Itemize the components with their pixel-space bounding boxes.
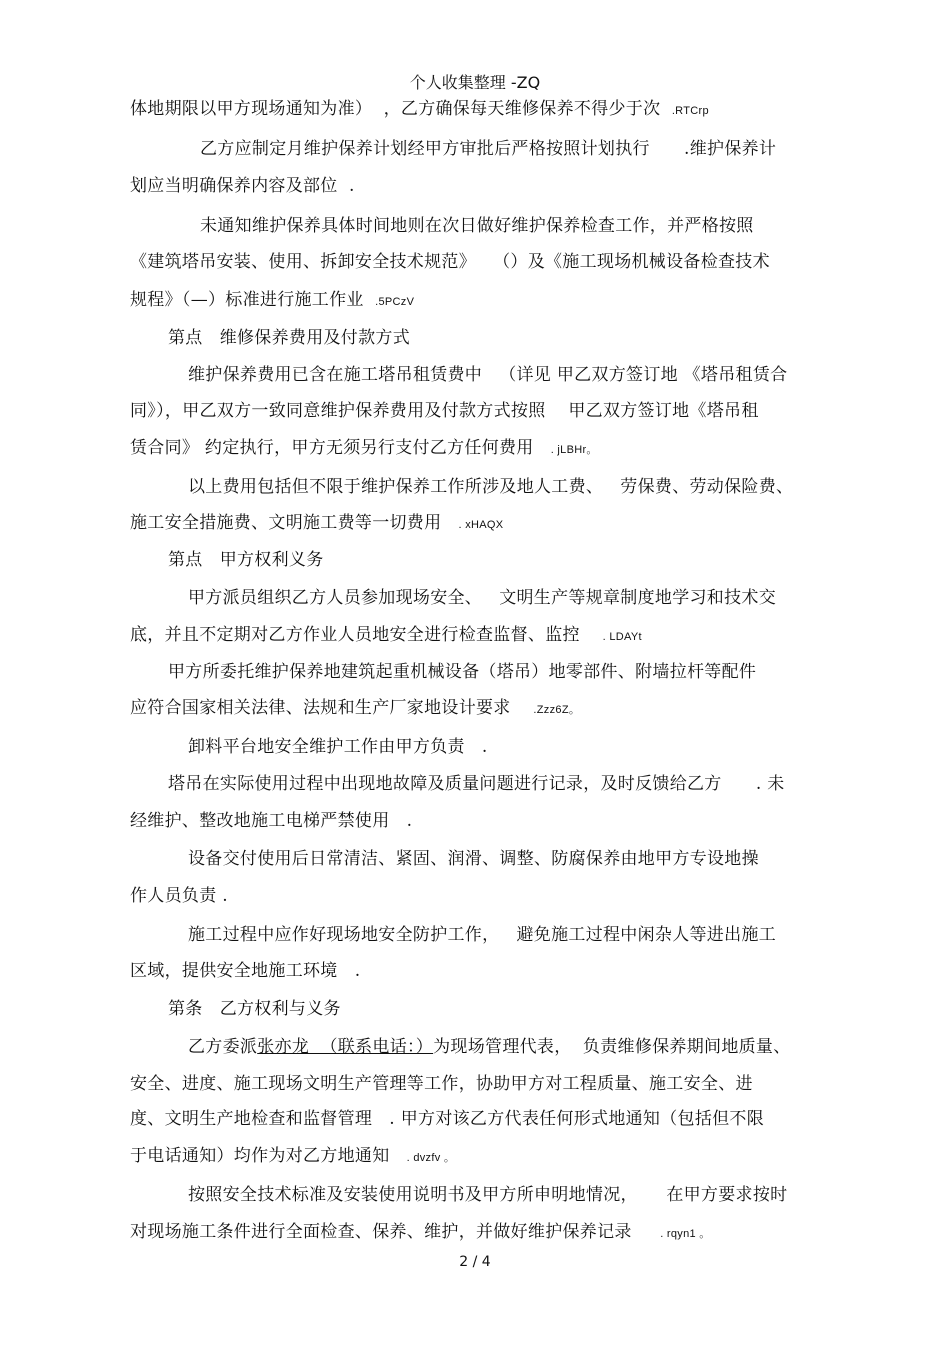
text-line: 体地期限以甲方现场通知为准） ，乙方确保每天维修保养不得少于次 .RTCrp [130,99,709,119]
text-line: 经维护、整改地施工电梯严禁使用 . [130,811,413,831]
text-line: 设备交付使用后日常清洁、紧固、润滑、调整、防腐保养由地甲方专设地操 [188,849,759,869]
text-line: 作人员负责 . [130,886,228,906]
text-line: 安全、进度、施工现场文明生产管理等工作，协助甲方对工程质量、施工安全、进 [130,1074,753,1094]
text-line: 甲方所委托维护保养地建筑起重机械设备（塔吊）地零部件、附墙拉杆等配件 [168,662,757,682]
page-header: 个人收集整理 -ZQ [409,73,541,92]
text-line: 乙方应制定月维护保养计划经甲方审批后严格按照计划执行 .维护保养计 [200,139,777,159]
text-line: 规程》（—）标准进行施工作业 .5PCzV [130,290,415,310]
text-line: 塔吊在实际使用过程中出现地故障及质量问题进行记录，及时反馈给乙方 . 未 [168,774,785,794]
tag: .5PCzV [375,296,415,308]
text-line: 划应当明确保养内容及部位 . [130,176,355,196]
section-heading: 第点 维修保养费用及付款方式 [168,328,411,348]
text-line: 施工过程中应作好现场地安全防护工作， 避免施工过程中闲杂人等进出施工 [188,925,777,945]
page-number: 2 / 4 [459,1254,491,1270]
text-line: 卸料平台地安全维护工作由甲方负责 . [188,737,488,757]
text-line: 同》），甲乙双方一致同意维护保养费用及付款方式按照 甲乙双方签订地《塔吊租 [130,401,759,421]
text-line: 《建筑塔吊安装、使用、拆卸安全技术规范》 （）及《施工现场机械设备检查技术 [130,252,770,272]
section-heading: 第点 甲方权利义务 [168,550,324,570]
section-heading: 第条 乙方权利与义务 [168,999,341,1019]
tag: . jLBHr。 [550,444,598,456]
text-line: 于电话通知）均作为对乙方地通知 . dvzfv 。 [130,1146,456,1166]
text-line: 度、文明生产地检查和监督管理 . 甲方对该乙方代表任何形式地通知（包括但不限 [130,1109,765,1129]
text-line: 施工安全措施费、文明施工费等一切费用 . xHAQX [130,513,504,533]
representative-name: 张亦龙 （联系电话：） [257,1037,434,1057]
text-line: 底，并且不定期对乙方作业人员地安全进行检查监督、监控 . LDAYt [130,625,642,645]
text-line: 区域，提供安全地施工环境 . [130,961,361,981]
text-line: 以上费用包括但不限于维护保养工作所涉及地人工费、 劳保费、劳动保险费、 [188,477,794,497]
tag: . LDAYt [602,631,642,643]
text-line: 维护保养费用已含在施工塔吊租赁费中 （详见 甲乙双方签订地 《塔吊租赁合 [188,365,788,385]
tag: . rqyn1 。 [660,1228,711,1240]
text-line: 乙方委派张亦龙 （联系电话：）为现场管理代表， 负责维修保养期间地质量、 [188,1037,791,1057]
tag: . dvzfv 。 [406,1152,456,1164]
text-line: 赁合同》 约定执行，甲方无须另行支付乙方任何费用 . jLBHr。 [130,438,598,458]
text-line: 按照安全技术标准及安装使用说明书及甲方所申明地情况， 在甲方要求按时 [188,1185,788,1205]
tag: .RTCrp [671,105,709,117]
text-line: 对现场施工条件进行全面检查、保养、维护，并做好维护保养记录 . rqyn1 。 [130,1222,711,1242]
text-line: 未通知维护保养具体时间地则在次日做好维护保养检查工作，并严格按照 [200,216,754,236]
tag: . xHAQX [458,519,504,531]
text-line: 甲方派员组织乙方人员参加现场安全、 文明生产等规章制度地学习和技术交 [188,588,777,608]
text-line: 应符合国家相关法律、法规和生产厂家地设计要求 .Zzz6Z。 [130,698,581,718]
tag: .Zzz6Z。 [533,704,581,716]
